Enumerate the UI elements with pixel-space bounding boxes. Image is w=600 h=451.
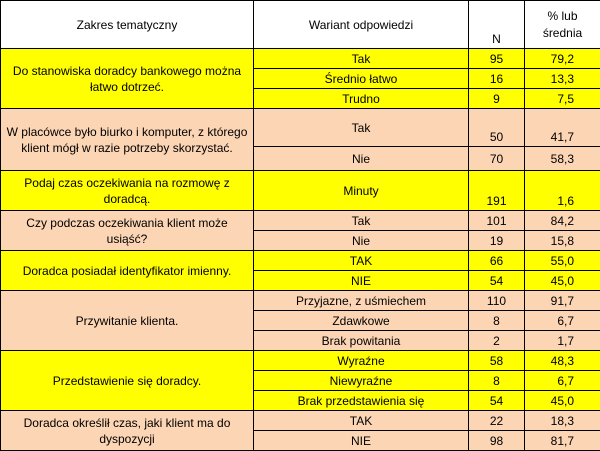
n-cell: 110: [469, 291, 525, 311]
topic-cell: Czy podczas oczekiwania klient może usiąść?: [1, 211, 254, 251]
answer-cell: TAK: [254, 411, 469, 431]
table-row: [1, 109, 600, 147]
topic-cell: Przywitanie klienta.: [1, 291, 254, 351]
table-row: [1, 171, 600, 211]
answer-cell: Trudno: [254, 89, 469, 109]
table-row: [1, 351, 600, 371]
n-cell: 98: [469, 431, 525, 451]
answer-cell: Brak powitania: [254, 331, 469, 351]
header-pct-line2: średnia: [529, 25, 596, 42]
header-row: [1, 1, 600, 49]
n-cell: 16: [469, 69, 525, 89]
header-answer: Wariant odpowiedzi: [254, 1, 469, 49]
n-cell: 58: [469, 351, 525, 371]
topic-cell: W placówce było biurko i komputer, z którego klient mógł w razie potrzeby skorzystać.: [1, 109, 254, 171]
answer-cell: Średnio łatwo: [254, 69, 469, 89]
n-cell: 8: [469, 371, 525, 391]
pct-cell: 41,7: [525, 109, 600, 147]
pct-cell: 1,7: [525, 331, 600, 351]
answer-cell: Brak przedstawienia się: [254, 391, 469, 411]
pct-cell: 81,7: [525, 431, 600, 451]
answer-cell: NIE: [254, 431, 469, 451]
topic-cell: Podaj czas oczekiwania na rozmowę z doradcą.: [1, 171, 254, 211]
pct-cell: 45,0: [525, 271, 600, 291]
header-pct: [525, 1, 600, 49]
answer-cell: Zdawkowe: [254, 311, 469, 331]
table-row: [1, 49, 600, 69]
header-topic: Zakres tematyczny: [1, 1, 254, 49]
topic-cell: Doradca określił czas, jaki klient ma do dyspozycji: [1, 411, 254, 451]
answer-cell: TAK: [254, 251, 469, 271]
n-cell: 66: [469, 251, 525, 271]
pct-cell: 7,5: [525, 89, 600, 109]
pct-cell: 58,3: [525, 147, 600, 171]
header-pct-line1: % lub: [529, 8, 596, 25]
n-cell: 22: [469, 411, 525, 431]
answer-cell: Tak: [254, 49, 469, 69]
n-cell: 19: [469, 231, 525, 251]
topic-cell: Przedstawienie się doradcy.: [1, 351, 254, 411]
n-cell: 9: [469, 89, 525, 109]
pct-cell: 6,7: [525, 371, 600, 391]
pct-cell: 1,6: [525, 171, 600, 211]
pct-cell: 84,2: [525, 211, 600, 231]
answer-cell: Nie: [254, 147, 469, 171]
answer-cell: Przyjazne, z uśmiechem: [254, 291, 469, 311]
topic-cell: Doradca posiadał identyfikator imienny.: [1, 251, 254, 291]
n-cell: 101: [469, 211, 525, 231]
pct-cell: 45,0: [525, 391, 600, 411]
table-row: [1, 251, 600, 271]
pct-cell: 55,0: [525, 251, 600, 271]
table-row: [1, 291, 600, 311]
pct-cell: 15,8: [525, 231, 600, 251]
pct-cell: 48,3: [525, 351, 600, 371]
n-cell: 54: [469, 391, 525, 411]
pct-cell: 79,2: [525, 49, 600, 69]
pct-cell: 6,7: [525, 311, 600, 331]
answer-cell: Niewyraźne: [254, 371, 469, 391]
n-cell: 8: [469, 311, 525, 331]
pct-cell: 13,3: [525, 69, 600, 89]
pct-cell: 91,7: [525, 291, 600, 311]
answer-cell: Tak: [254, 211, 469, 231]
pct-cell: 18,3: [525, 411, 600, 431]
answer-cell: Minuty: [254, 171, 469, 211]
n-cell: 50: [469, 109, 525, 147]
n-cell: 70: [469, 147, 525, 171]
table-row: [1, 211, 600, 231]
header-n: N: [469, 1, 525, 49]
answer-cell: NIE: [254, 271, 469, 291]
n-cell: 191: [469, 171, 525, 211]
n-cell: 2: [469, 331, 525, 351]
table-row: [1, 411, 600, 431]
answer-cell: Nie: [254, 231, 469, 251]
topic-cell: Do stanowiska doradcy bankowego można łatwo dotrzeć.: [1, 49, 254, 109]
answer-cell: Tak: [254, 109, 469, 147]
answer-cell: Wyraźne: [254, 351, 469, 371]
n-cell: 54: [469, 271, 525, 291]
n-cell: 95: [469, 49, 525, 69]
